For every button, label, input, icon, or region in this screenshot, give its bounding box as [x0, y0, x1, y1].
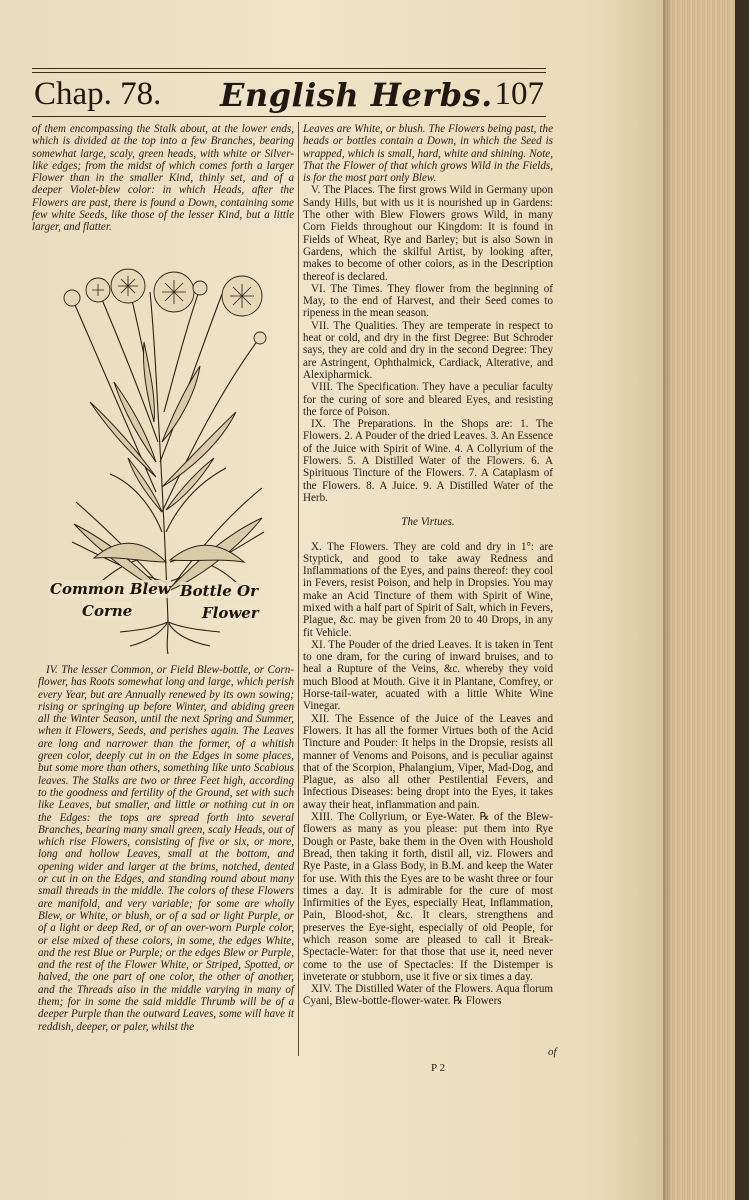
caption-flower: Flower — [202, 604, 259, 622]
left-column-top-text — [32, 123, 294, 234]
running-header — [32, 74, 546, 116]
paragraph: X. The Flowers. They are cold and dry in 1°: are Styptick, and good to take away Redness and Inflammations of the Eyes, and pains thereof: they cool in Fevers, resist Poison, and help in Dropsies. You may make an Acid Tincture of them with Spirit of Wine, mixed with a half part of Spirit of Salt, which in Fevers, Plague, &c. may be given from 20 to 40 Drops, in any fit Vehicle. — [303, 540, 553, 639]
caption-bottle-or: Bottle Or — [180, 582, 258, 600]
column-divider — [298, 122, 299, 1056]
page-edges — [663, 0, 749, 1200]
paragraph: VII. The Qualities. They are temperate in respect to heat or cold, and dry in the first Degree: But Schroder says, they are cold and dry in the second Degree: They are Astringent, Ophthalmick, Cardiack, Alterative, and Alexipharmick. — [303, 319, 553, 381]
paragraph: of them encompassing the Stalk about, at the lower ends, which is divided at the top into a few Branches, bearing somewhat large, scaly, green heads, with white or Silver-like edges; from the midst of which comes forth a larger Flower than in the smaller Kind, thinly set, and of a deeper Violet-blew color: in which Heads, after the Flowers are past, there is found a Down, containing some few white Seeds, like those of the lesser Kind, but a little larger, and flatter. — [32, 123, 294, 234]
header-rule-bottom — [32, 116, 546, 117]
cornflower-illustration — [50, 262, 276, 654]
caption-corne: Corne — [82, 602, 133, 620]
right-column — [303, 123, 553, 1008]
chapter-label: Chap. 78. — [34, 76, 162, 112]
header-rule-top-2 — [32, 72, 546, 73]
section-heading-virtues: The Virtues. — [401, 516, 455, 529]
paragraph: Leaves are White, or blush. The Flowers being past, the heads or bottles contain a Down, in which the Seed is wrapped, which is small, hard, white and shining. Note, That the Flower of that which grows Wild in the Fields, is for the most part only Blew. — [303, 123, 553, 185]
caption-common-blew: Common Blew — [50, 580, 171, 598]
header-rule-top — [32, 68, 546, 69]
paragraph: V. The Places. The first grows Wild in Germany upon Sandy Hills, but with us it is nourished up in Gardens: The other with Blew Flowers grows Wild, in many Corn Fields throughout our Kingdom: It is found in Fields of Wheat, Rye and Barley; but is also Sown in Gardens, which the skilful Artist, by looking after, makes to become of other colors, as in the Description thereof is declared. — [303, 184, 553, 283]
signature-mark: P 2 — [431, 1062, 445, 1074]
paragraph: XIII. The Collyrium, or Eye-Water. ℞ of the Blew-flowers as many as you please: put them into Rye Dough or Paste, bake them in the Oven with Houshold Bread, then taking it forth, distil all, viz. Flowers and Rye Paste, in a Glass Body, in B.M. and keep the Water for use. With this the Eyes are to be washt three or four times a day. It is admirable for the cure of most Infirmities of the Eyes, especially Heat, Inflammation, Pain, Blood-shot, &c. It clears, strengthens and preserves the Eye-sight, especially of old People, for which reason some are pleased to call it Break-Spectacle-Water: for that those that use it, need never come to the use of Spectacles: If the Distemper is inveterate or stubborn, use it five or six times a day. — [303, 811, 553, 983]
paragraph: IX. The Preparations. In the Shops are: 1. The Flowers. 2. A Pouder of the dried Leaves. 3. An Essence of the Juice with Spirit of Wine. 4. A Collyrium of the Flowers. 5. A Distilled Water of the Flowers. 6. A Spirituous Tincture of the Flowers. 7. A Cataplasm of the Flowers. 8. A Juice. 9. A Distilled Water of the Herb. — [303, 418, 553, 504]
catchword: of — [548, 1046, 557, 1058]
paragraph: IV. The lesser Common, or Field Blew-bottle, or Corn-flower, has Roots somewhat long and large, which perish every Year, but are Annually renewed by its own sowing; rising or springing up before Winter, and abiding green all the Winter Season, until the next Spring and Summer, when it Flowers, Seeds, and perishes again. The Leaves are long and narrower than the former, of a whitish green color, deeply cut in on the Edges in some places, but some more than others, something like unto Scabious leaves. The Stalks are two or three Feet high, according to the goodness and fertility of the Ground, set with such like Leaves, but smaller, and little or nothing cut in on the Edges: the tops are spread forth into several Branches, bearing many small green, scaly Heads, out of which rise Flowers, consisting of five or six, or more, long and hollow Leaves, small at the bottom, and opening wider and larger at the brims, notched, dented or cut in on the Edges, and standing round about many small threads in the middle. The colors of these Flowers are manifold, and very variable; for some are wholly Blew, or White, or blush, or of a sad or light Purple, or of a light or deep Red, or of an over-worn Purple color, or else mixed of these colors, in some, the edges White, and the rest Blue or Purple; or the edges Blew or Purple, and the rest of the Flower White, or Striped, Spotted, or halved, the one part of one color, the other of another, and the Threads also in the middle varying in many of them; for in some the said middle Thrumb will be of a deeper Purple than the outward Leaves, some will have it reddish, deeper, or paler, whilst the — [38, 664, 294, 1033]
page-number: 107 — [494, 76, 544, 112]
paragraph: XIV. The Distilled Water of the Flowers. Aqua florum Cyani, Blew-bottle-flower-water. ℞ Flowers — [303, 983, 553, 1008]
paragraph: XI. The Pouder of the dried Leaves. It is taken in Tent to one dram, for the curing of inward bruises, and to heal a Rupture of the Veins, &c. whereby they void much Blood at Mouth. Give it in Plantane, Comfrey, or Horse-tail-water, acuated with a little White Wine Vinegar. — [303, 638, 553, 713]
running-title: English Herbs. — [220, 76, 493, 114]
paragraph: VI. The Times. They flower from the beginning of May, to the end of Harvest, and their Seed comes to ripeness in the mean season. — [303, 282, 553, 320]
paragraph: VIII. The Specification. They have a peculiar faculty for the curing of sore and bleared Eyes, and resisting the force of Poison. — [303, 381, 553, 418]
paragraph: XII. The Essence of the Juice of the Leaves and Flowers. It has all the former Virtues both of the Acid Tincture and Pouder: It helps in the Dropsie, resists all manner of Venoms and Poisons, and is peculiar against that of the Scorpion, Phalangium, Viper, Mad-Dog, and Plague, as also all other Pestilential Fevers, and Infectious Diseases: being dropt into the Eyes, it takes away their heat, inflammation and pain. — [303, 712, 553, 811]
left-column-bottom-text — [38, 664, 294, 1033]
